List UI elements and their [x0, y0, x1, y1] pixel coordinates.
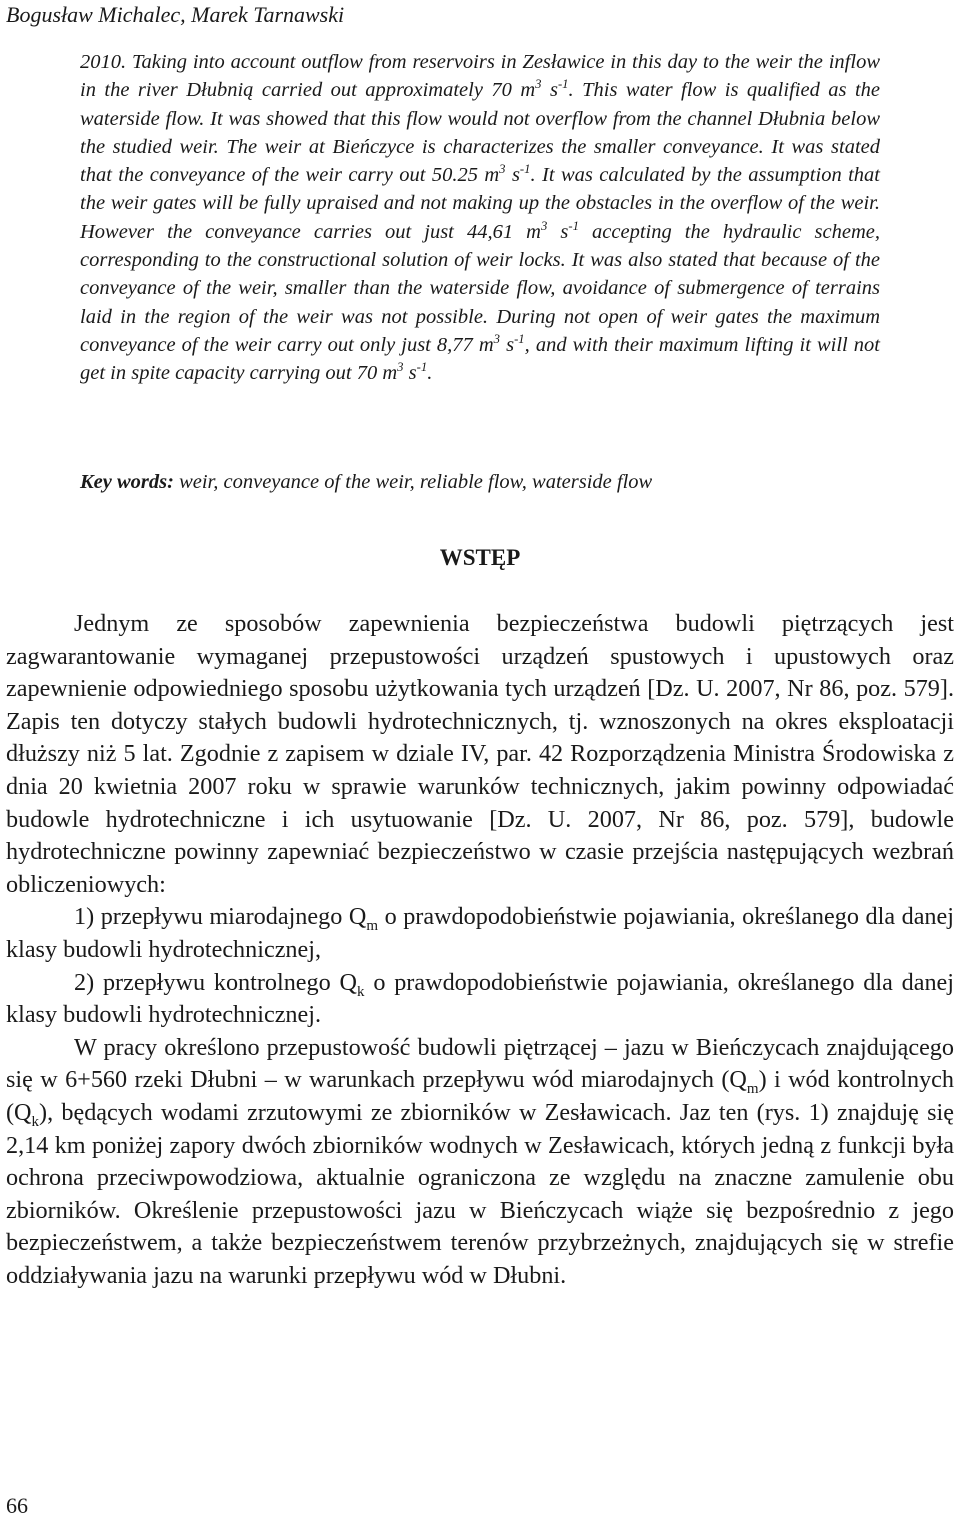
abstract-text: 2010. Taking into account outflow from reservoirs in Zesławice in this day to the weir the inflow in the river Dłubnią carried out approximately 70 $m^3$ $s^{-1}$. This water flow is qualified as the waterside flow. It was showed that this flow would not overflow from the channel Dłubnia below the studied weir. The weir at Bieńczyce is characterizes the smaller conveyance. It was stated that the conveyance of the weir carry out 50.25 $m^3$ $s^{-1}$. It was calculated by the assumption that the weir gates will be fully upraised and not making up the obstacles in the overflow of the weir. However the conveyance carries out just 44,61 $m^3$ $s^{-1}$ accepting the hydraulic scheme, corresponding to the constructional solution of weir locks. It was also stated that because of the conveyance of the weir, smaller than the waterside flow, avoidance of submergence of terrains laid in the region of the weir was not possible. During not open of weir gates the maximum conveyance of the weir carry out only just 8,77 $m^3$ $s^{-1}$, and with their maximum lifting it will not get in spite capacity carrying out 70 $m^3$ $s^{-1}$.: [80, 51, 880, 385]
paragraph-intro: Jednym ze sposobów zapewnienia bezpieczeństwa budowli piętrzących jest zagwarantowanie wymaganej przepustowości urządzeń spustowych i upustowych oraz zapewnienie odpowiedniego sposobu użytkowania tych urządzeń [Dz. U. 2007, Nr 86, poz. 579]. Zapis ten dotyczy stałych budowli hydrotechnicznych, tj. wznoszonych na okres eksploatacji dłuższy niż 5 lat. Zgodnie z zapisem w dziale IV, par. 42 Rozporządzenia Ministra Środowiska z dnia 20 kwietnia 2007 roku w sprawie warunków technicznych, jakim powinny odpowiadać budowle hydrotechniczne i ich usytuowanie [Dz. U. 2007, Nr 86, poz. 579], budowle hydrotechniczne powinny zapewniać bezpieczeństwo w czasie przejścia następujących wezbrań obliczeniowych:: [6, 610, 954, 898]
keywords-label: Key words:: [80, 471, 174, 493]
body-text: [6, 608, 954, 1292]
page-number: 66: [6, 1493, 28, 1518]
list-item-2: 2) przepływu kontrolnego $Q_k$ o prawdopodobieństwie pojawiania, określanego dla danej klasy budowli hydrotechnicznej.: [6, 968, 954, 1029]
keywords-text: weir, conveyance of the weir, reliable flow, waterside flow: [173, 471, 653, 493]
section-heading: WSTĘP: [439, 545, 521, 570]
list-item-1: 1) przepływu miarodajnego $Q_m$ o prawdopodobieństwie pojawiania, określanego dla danej klasy budowli hydrotechnicznej,: [6, 903, 954, 963]
paragraph-scope: W pracy określono przepustowość budowli piętrzącej – jazu w Bieńczycach znajdującego się w 6+560 rzeki Dłubni – w warunkach przepływu wód miarodajnych $(Q_m)$ i wód kontrolnych $(Q_k)$, będących wodami zrzutowymi ze zbiorników w Zesławicach. Jaz ten (rys. 1) znajduję się 2,14 km poniżej zapory dwóch zbiorników wodnych w Zesławicach, których jedną z funkcji była ochrona przeciwpowodziowa, aktualnie ograniczona ze względu na znaczne zamulenie obu zbiorników. Określenie przepustowości jazu w Bieńczycach wiąże się bezpośrednio z jego bezpieczeństwem, a także bezpieczeństwem terenów przybrzeżnych, znajdujących się w strefie oddziaływania jazu na warunki przepływu wód w Dłubni.: [6, 1033, 954, 1289]
keywords: [80, 468, 880, 496]
running-header: Bogusław Michalec, Marek Tarnawski: [6, 2, 345, 27]
